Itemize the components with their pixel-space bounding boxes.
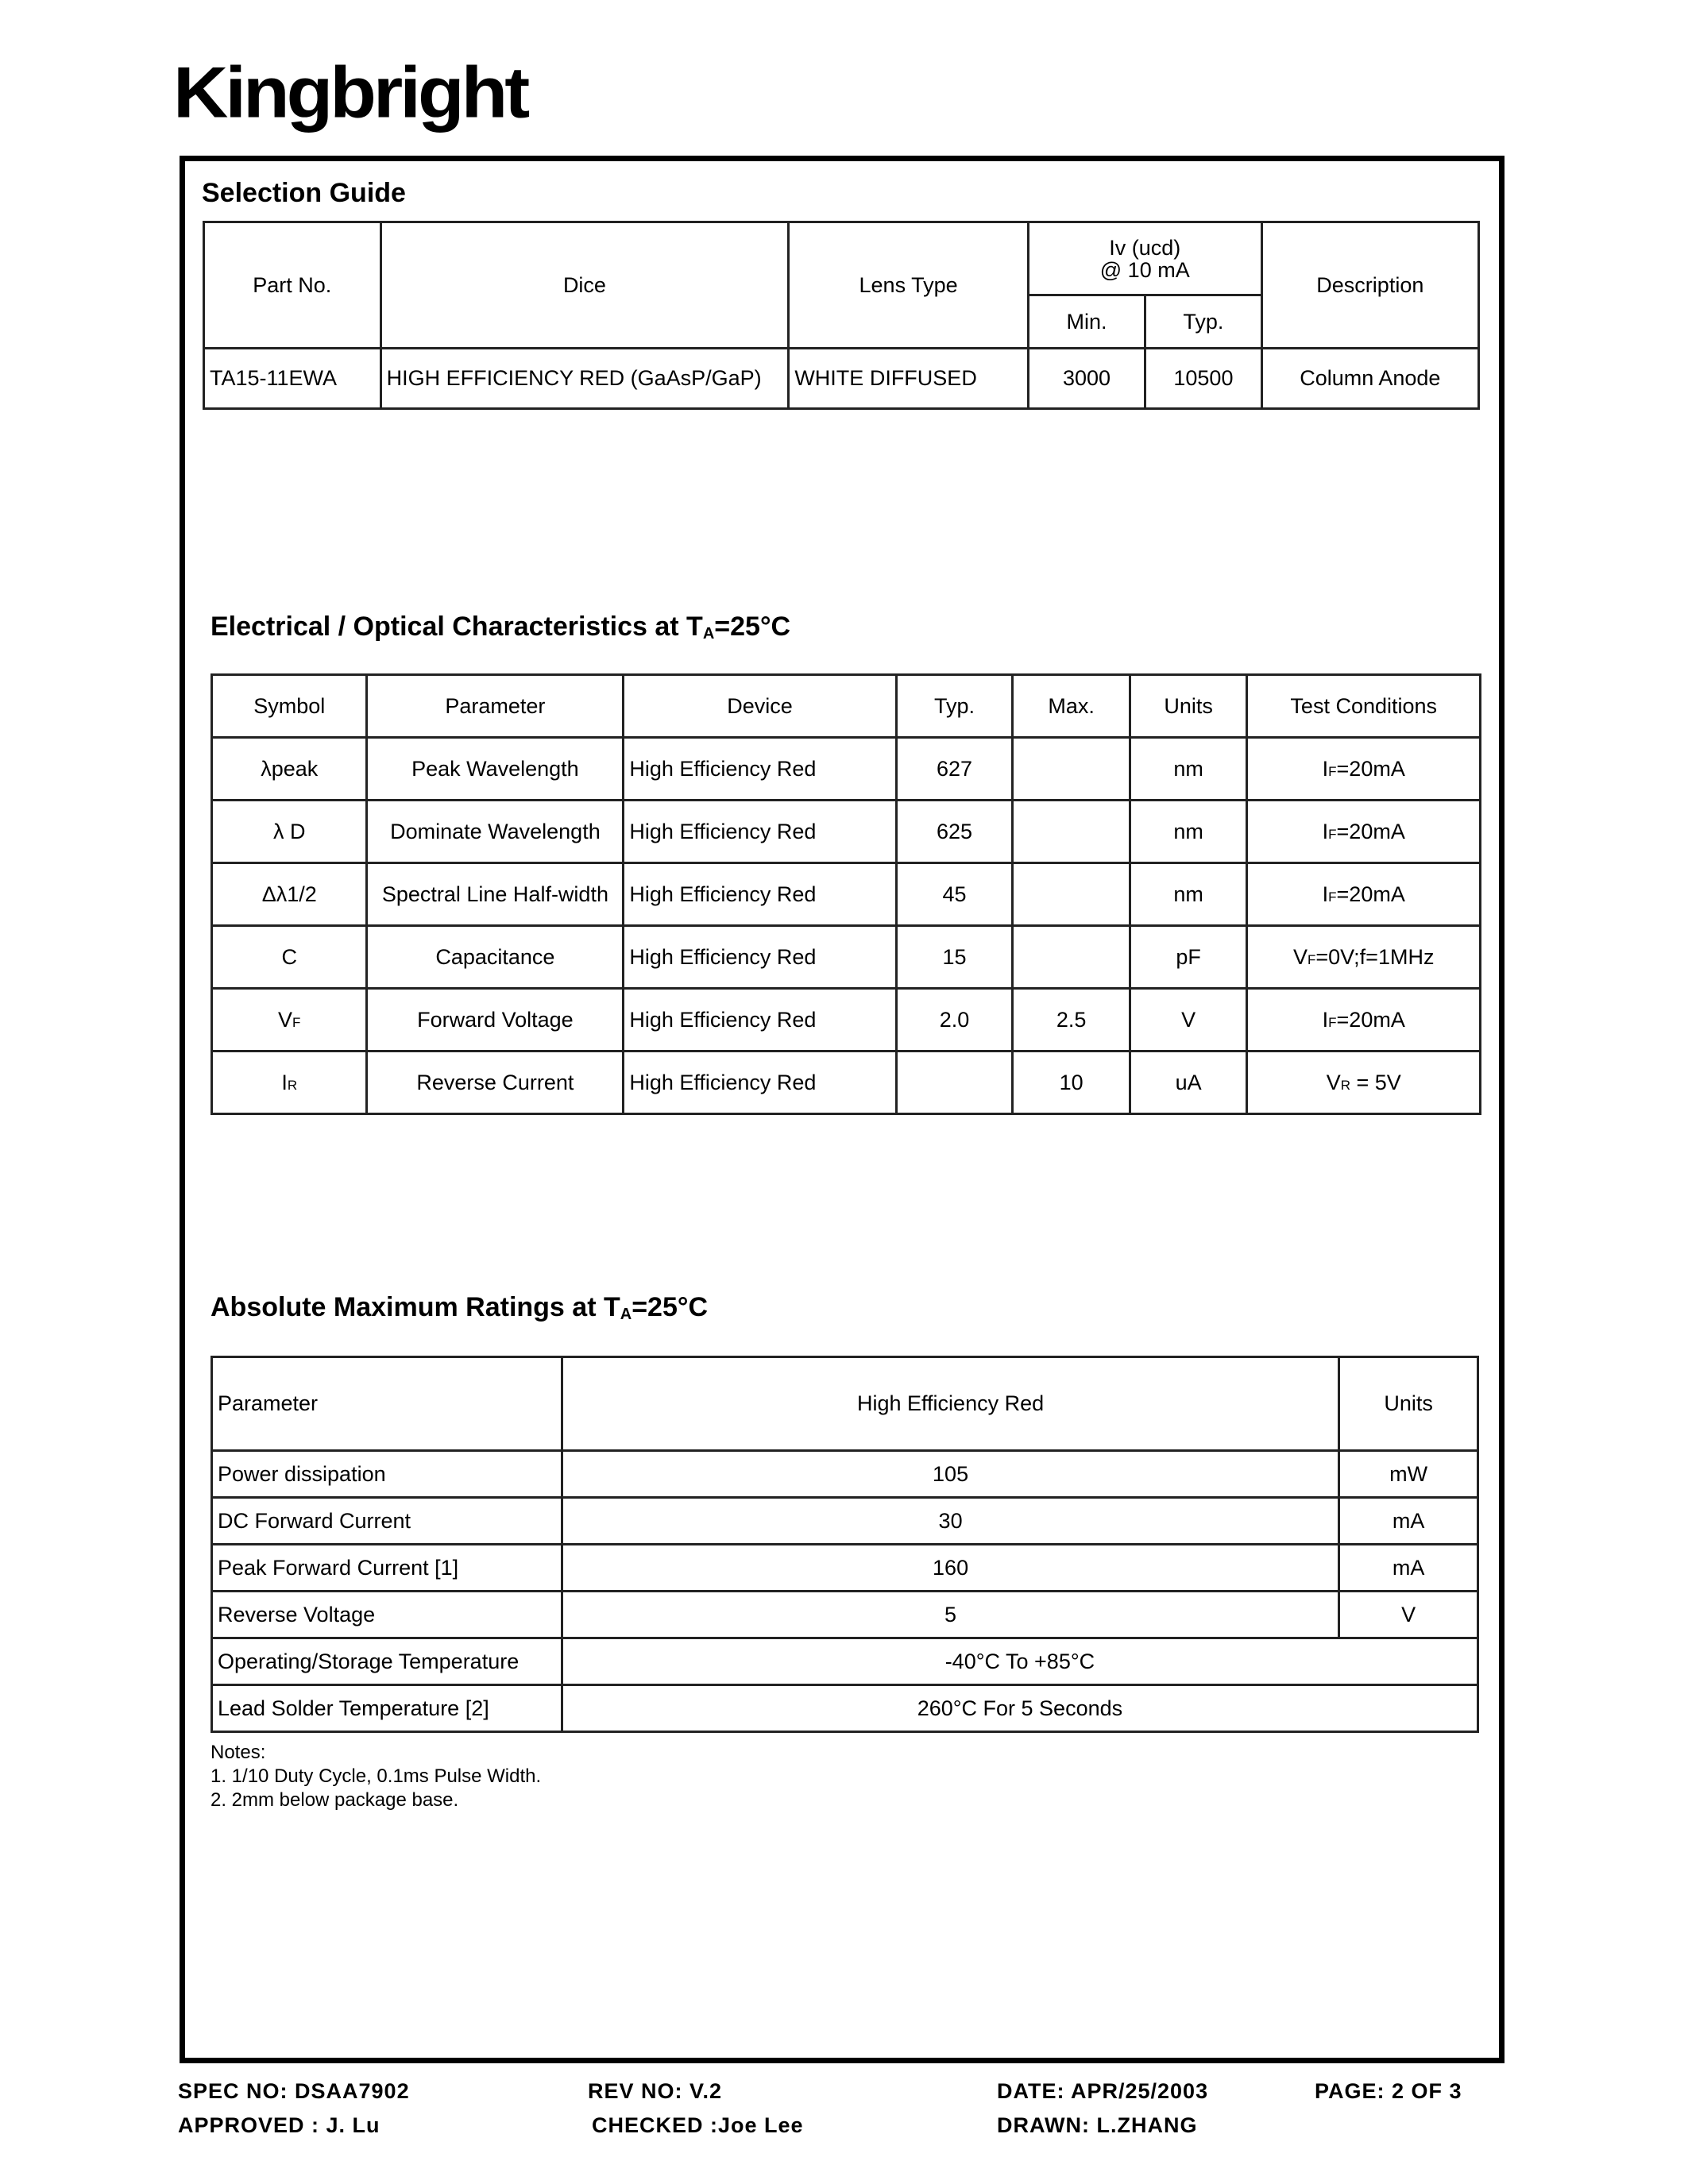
iv-condition: @ 10 mA (1099, 257, 1190, 282)
title-text: Absolute Maximum Ratings at T (211, 1292, 620, 1322)
table-row (212, 1451, 1478, 1498)
condition-value: = 5V (1350, 1070, 1401, 1094)
header-units: Units (1339, 1357, 1478, 1451)
condition-text: I (1322, 882, 1329, 906)
condition-value: =20mA (1336, 756, 1405, 781)
header-symbol: Symbol (212, 675, 367, 738)
max-value (1013, 801, 1130, 863)
header-row (212, 675, 1481, 738)
condition-subscript: F (1328, 763, 1337, 779)
device: High Efficiency Red (624, 1051, 896, 1114)
symbol-text: V (278, 1007, 293, 1032)
device: High Efficiency Red (624, 801, 896, 863)
max-value (1013, 863, 1130, 926)
header-device: Device (624, 675, 896, 738)
approved: APPROVED : J. Lu (178, 2113, 380, 2137)
parameter: Spectral Line Half-width (367, 863, 624, 926)
condition-value: =20mA (1336, 1007, 1405, 1032)
absolute-ratings-table (211, 1356, 1479, 1733)
title-sub: A (702, 625, 715, 642)
symbol-subscript: R (287, 1077, 298, 1093)
description: Column Anode (1261, 349, 1478, 409)
header-min: Min. (1028, 295, 1145, 349)
typ-value: 627 (896, 738, 1013, 801)
checked: CHECKED :Joe Lee (592, 2113, 804, 2137)
test-condition (1247, 989, 1481, 1051)
absolute-ratings-title (211, 1292, 708, 1324)
header-parameter: Parameter (367, 675, 624, 738)
title-end: =25°C (632, 1292, 709, 1322)
table-row (212, 926, 1481, 989)
units: nm (1130, 738, 1247, 801)
header-typ: Typ. (1145, 295, 1262, 349)
table-row (212, 1592, 1478, 1638)
units: mA (1339, 1498, 1478, 1545)
notes-heading: Notes: (211, 1742, 266, 1763)
symbol-text: λpeak (261, 756, 319, 781)
note-2: 2. 2mm below package base. (211, 1789, 459, 1811)
parameter: Forward Voltage (367, 989, 624, 1051)
max-value: 2.5 (1013, 989, 1130, 1051)
notes (211, 1741, 541, 1812)
symbol-subscript: F (292, 1014, 301, 1030)
table-row (212, 1498, 1478, 1545)
typ-value (896, 1051, 1013, 1114)
symbol (212, 989, 367, 1051)
max-value (1013, 738, 1130, 801)
iv-label: Iv (ucd) (1109, 235, 1181, 260)
table-row (212, 1051, 1481, 1114)
max-value (1013, 926, 1130, 989)
note-1: 1. 1/10 Duty Cycle, 0.1ms Pulse Width. (211, 1765, 542, 1787)
units: mW (1339, 1451, 1478, 1498)
spec-no: SPEC NO: DSAA7902 (178, 2079, 410, 2103)
units: V (1130, 989, 1247, 1051)
condition-value: =0V;f=1MHz (1315, 944, 1435, 969)
dice: HIGH EFFICIENCY RED (GaAsP/GaP) (380, 349, 789, 409)
header-dice: Dice (380, 222, 789, 349)
table-row (212, 863, 1481, 926)
value: -40°C To +85°C (562, 1638, 1477, 1685)
header-iv (1028, 222, 1261, 295)
typ-value: 15 (896, 926, 1013, 989)
condition-text: I (1322, 1007, 1329, 1032)
typ-value: 2.0 (896, 989, 1013, 1051)
device: High Efficiency Red (624, 989, 896, 1051)
symbol (212, 1051, 367, 1114)
test-condition (1247, 801, 1481, 863)
condition-subscript: F (1308, 951, 1316, 967)
parameter: Power dissipation (212, 1451, 562, 1498)
condition-value: =20mA (1336, 819, 1405, 843)
selection-guide-title: Selection Guide (202, 178, 406, 208)
value: 260°C For 5 Seconds (562, 1685, 1477, 1732)
symbol-text: I (281, 1070, 288, 1094)
symbol (212, 738, 367, 801)
table-row (212, 1638, 1478, 1685)
value: 30 (562, 1498, 1338, 1545)
condition-subscript: F (1328, 889, 1337, 905)
lens-type: WHITE DIFFUSED (789, 349, 1028, 409)
header-parameter: Parameter (212, 1357, 562, 1451)
parameter: Capacitance (367, 926, 624, 989)
date: DATE: APR/25/2003 (997, 2079, 1209, 2103)
header-lens-type: Lens Type (789, 222, 1028, 349)
test-condition (1247, 738, 1481, 801)
test-condition (1247, 926, 1481, 989)
symbol-text: C (281, 944, 297, 969)
condition-subscript: F (1328, 826, 1337, 842)
parameter: Reverse Voltage (212, 1592, 562, 1638)
parameter: DC Forward Current (212, 1498, 562, 1545)
electrical-title (211, 612, 790, 643)
typ-value: 625 (896, 801, 1013, 863)
table-row (212, 1545, 1478, 1592)
table-row (212, 801, 1481, 863)
table-row (212, 1685, 1478, 1732)
units: V (1339, 1592, 1478, 1638)
units: mA (1339, 1545, 1478, 1592)
condition-text: V (1326, 1070, 1341, 1094)
table-row (212, 989, 1481, 1051)
test-condition (1247, 863, 1481, 926)
drawn: DRAWN: L.ZHANG (997, 2113, 1198, 2137)
electrical-table (211, 673, 1481, 1115)
title-text: Electrical / Optical Characteristics at T (211, 612, 703, 642)
symbol (212, 863, 367, 926)
max-value: 10 (1013, 1051, 1130, 1114)
units: uA (1130, 1051, 1247, 1114)
symbol-text: Δλ1/2 (261, 882, 317, 906)
header-max: Max. (1013, 675, 1130, 738)
condition-text: I (1322, 819, 1329, 843)
title-end: =25°C (714, 612, 791, 642)
title-sub: A (620, 1306, 632, 1323)
iv-min: 3000 (1028, 349, 1145, 409)
header-row (212, 1357, 1478, 1451)
page-number: PAGE: 2 OF 3 (1315, 2079, 1462, 2103)
iv-typ: 10500 (1145, 349, 1262, 409)
units: pF (1130, 926, 1247, 989)
parameter: Peak Forward Current [1] (212, 1545, 562, 1592)
units: nm (1130, 863, 1247, 926)
symbol (212, 926, 367, 989)
typ-value: 45 (896, 863, 1013, 926)
parameter: Dominate Wavelength (367, 801, 624, 863)
header-test-conditions: Test Conditions (1247, 675, 1481, 738)
condition-value: =20mA (1336, 882, 1405, 906)
symbol-text: λ D (272, 819, 306, 843)
condition-subscript: F (1328, 1014, 1337, 1030)
header-part-no: Part No. (204, 222, 381, 349)
units: nm (1130, 801, 1247, 863)
selection-guide-table (203, 221, 1480, 410)
device: High Efficiency Red (624, 863, 896, 926)
header-description: Description (1261, 222, 1478, 349)
parameter: Operating/Storage Temperature (212, 1638, 562, 1685)
header-typ: Typ. (896, 675, 1013, 738)
parameter: Reverse Current (367, 1051, 624, 1114)
condition-text: V (1292, 944, 1308, 969)
value: 160 (562, 1545, 1338, 1592)
header-high-efficiency-red: High Efficiency Red (562, 1357, 1338, 1451)
condition-text: I (1322, 756, 1329, 781)
test-condition (1247, 1051, 1481, 1114)
table-row (204, 349, 1479, 409)
part-no: TA15-11EWA (204, 349, 381, 409)
device: High Efficiency Red (624, 738, 896, 801)
condition-subscript: R (1340, 1077, 1350, 1093)
kingbright-logo: Kingbright (173, 52, 527, 133)
value: 105 (562, 1451, 1338, 1498)
device: High Efficiency Red (624, 926, 896, 989)
header-units: Units (1130, 675, 1247, 738)
value: 5 (562, 1592, 1338, 1638)
symbol (212, 801, 367, 863)
parameter: Peak Wavelength (367, 738, 624, 801)
parameter: Lead Solder Temperature [2] (212, 1685, 562, 1732)
table-row (212, 738, 1481, 801)
rev-no: REV NO: V.2 (588, 2079, 723, 2103)
